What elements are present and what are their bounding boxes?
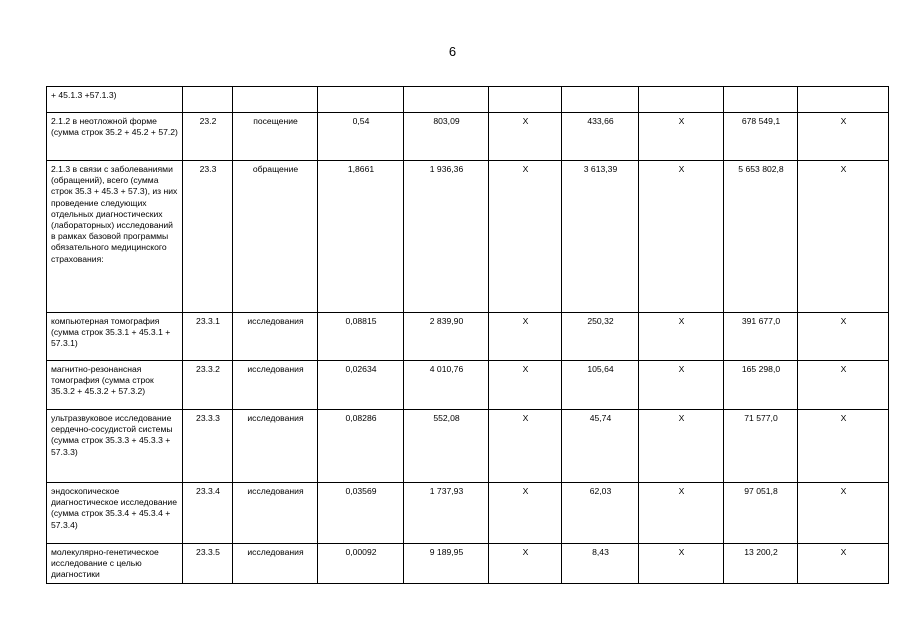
- row-norm-cell: [318, 87, 404, 113]
- row-x-cell: X: [489, 483, 562, 544]
- row-norm-cell: 0,00092: [318, 544, 404, 584]
- row-x-cell: X: [489, 410, 562, 483]
- row-x-cell: X: [639, 410, 724, 483]
- row-code-cell: 23.3.4: [183, 483, 233, 544]
- row-total-cell: 13 200,2: [724, 544, 798, 584]
- row-name-cell: молекулярно-генетическое исследование с целью диагностики: [47, 544, 183, 584]
- row-x-cell: X: [798, 544, 889, 584]
- row-cost-cell: 1 737,93: [404, 483, 489, 544]
- row-cost-cell: 552,08: [404, 410, 489, 483]
- row-cost-cell: [404, 87, 489, 113]
- row-name-cell: компьютерная томография (сумма строк 35.3.1 + 45.3.1 + 57.3.1): [47, 313, 183, 361]
- row-total-cell: 391 677,0: [724, 313, 798, 361]
- row-x-cell: X: [489, 313, 562, 361]
- row-total-cell: 678 549,1: [724, 113, 798, 161]
- row-name-cell: 2.1.2 в неотложной форме (сумма строк 35.2 + 45.2 + 57.2): [47, 113, 183, 161]
- row-unit-cell: обращение: [233, 161, 318, 313]
- row-x-cell: X: [489, 544, 562, 584]
- row-x-cell: X: [489, 361, 562, 410]
- row-code-cell: 23.3.2: [183, 361, 233, 410]
- row-x-cell: X: [489, 161, 562, 313]
- row-x-cell: [639, 87, 724, 113]
- table-row: [47, 161, 889, 313]
- row-unit-cell: посещение: [233, 113, 318, 161]
- row-x-cell: X: [639, 113, 724, 161]
- row-name-cell: магнитно-резонансная томография (сумма строк 35.3.2 + 45.3.2 + 57.3.2): [47, 361, 183, 410]
- row-x-cell: X: [639, 544, 724, 584]
- row-x-cell: X: [639, 483, 724, 544]
- table-row: [47, 483, 889, 544]
- table-row: [47, 313, 889, 361]
- row-cost-cell: 2 839,90: [404, 313, 489, 361]
- row-code-cell: 23.3.5: [183, 544, 233, 584]
- row-x-cell: X: [798, 410, 889, 483]
- row-name-cell: 2.1.3 в связи с заболеваниями (обращений), всего (сумма строк 35.3 + 45.3 + 57.3), из них проведение следующих отдельных диагностических (лабораторных) исследований в рамках базовой программы обязательного медицинского страхования:: [47, 161, 183, 313]
- row-cost-cell: 4 010,76: [404, 361, 489, 410]
- row-x-cell: X: [639, 161, 724, 313]
- row-unit-cell: исследования: [233, 361, 318, 410]
- row-x-cell: [798, 87, 889, 113]
- row-x-cell: X: [798, 483, 889, 544]
- row-name-cell: + 45.1.3 +57.1.3): [47, 87, 183, 113]
- row-x-cell: [489, 87, 562, 113]
- row-amount-cell: 3 613,39: [562, 161, 639, 313]
- row-name-cell: эндоскопическое диагностическое исследование (сумма строк 35.3.4 + 45.3.4 + 57.3.4): [47, 483, 183, 544]
- row-cost-cell: 1 936,36: [404, 161, 489, 313]
- row-amount-cell: [562, 87, 639, 113]
- row-unit-cell: исследования: [233, 313, 318, 361]
- row-norm-cell: 1,8661: [318, 161, 404, 313]
- table-row: [47, 113, 889, 161]
- row-code-cell: 23.3.1: [183, 313, 233, 361]
- row-norm-cell: 0,08286: [318, 410, 404, 483]
- row-code-cell: 23.2: [183, 113, 233, 161]
- row-unit-cell: исследования: [233, 483, 318, 544]
- row-cost-cell: 803,09: [404, 113, 489, 161]
- row-amount-cell: 8,43: [562, 544, 639, 584]
- row-x-cell: X: [798, 161, 889, 313]
- row-amount-cell: 45,74: [562, 410, 639, 483]
- row-x-cell: X: [798, 361, 889, 410]
- row-unit-cell: исследования: [233, 544, 318, 584]
- row-code-cell: 23.3.3: [183, 410, 233, 483]
- row-norm-cell: 0,02634: [318, 361, 404, 410]
- row-total-cell: 97 051,8: [724, 483, 798, 544]
- row-amount-cell: 433,66: [562, 113, 639, 161]
- row-total-cell: [724, 87, 798, 113]
- row-norm-cell: 0,08815: [318, 313, 404, 361]
- page-number: 6: [448, 44, 457, 59]
- row-amount-cell: 250,32: [562, 313, 639, 361]
- row-name-cell: ультразвуковое исследование сердечно-сосудистой системы (сумма строк 35.3.3 + 45.3.3 + 57.3.3): [47, 410, 183, 483]
- row-x-cell: X: [639, 361, 724, 410]
- row-norm-cell: 0,03569: [318, 483, 404, 544]
- tariff-table: [46, 86, 889, 584]
- table-row: [47, 544, 889, 584]
- row-unit-cell: [233, 87, 318, 113]
- row-total-cell: 5 653 802,8: [724, 161, 798, 313]
- row-norm-cell: 0,54: [318, 113, 404, 161]
- table-row: [47, 87, 889, 113]
- row-amount-cell: 105,64: [562, 361, 639, 410]
- row-total-cell: 71 577,0: [724, 410, 798, 483]
- row-x-cell: X: [639, 313, 724, 361]
- row-code-cell: [183, 87, 233, 113]
- row-x-cell: X: [489, 113, 562, 161]
- table-row: [47, 361, 889, 410]
- table-row: [47, 410, 889, 483]
- row-amount-cell: 62,03: [562, 483, 639, 544]
- row-code-cell: 23.3: [183, 161, 233, 313]
- row-cost-cell: 9 189,95: [404, 544, 489, 584]
- row-x-cell: X: [798, 313, 889, 361]
- row-total-cell: 165 298,0: [724, 361, 798, 410]
- row-unit-cell: исследования: [233, 410, 318, 483]
- row-x-cell: X: [798, 113, 889, 161]
